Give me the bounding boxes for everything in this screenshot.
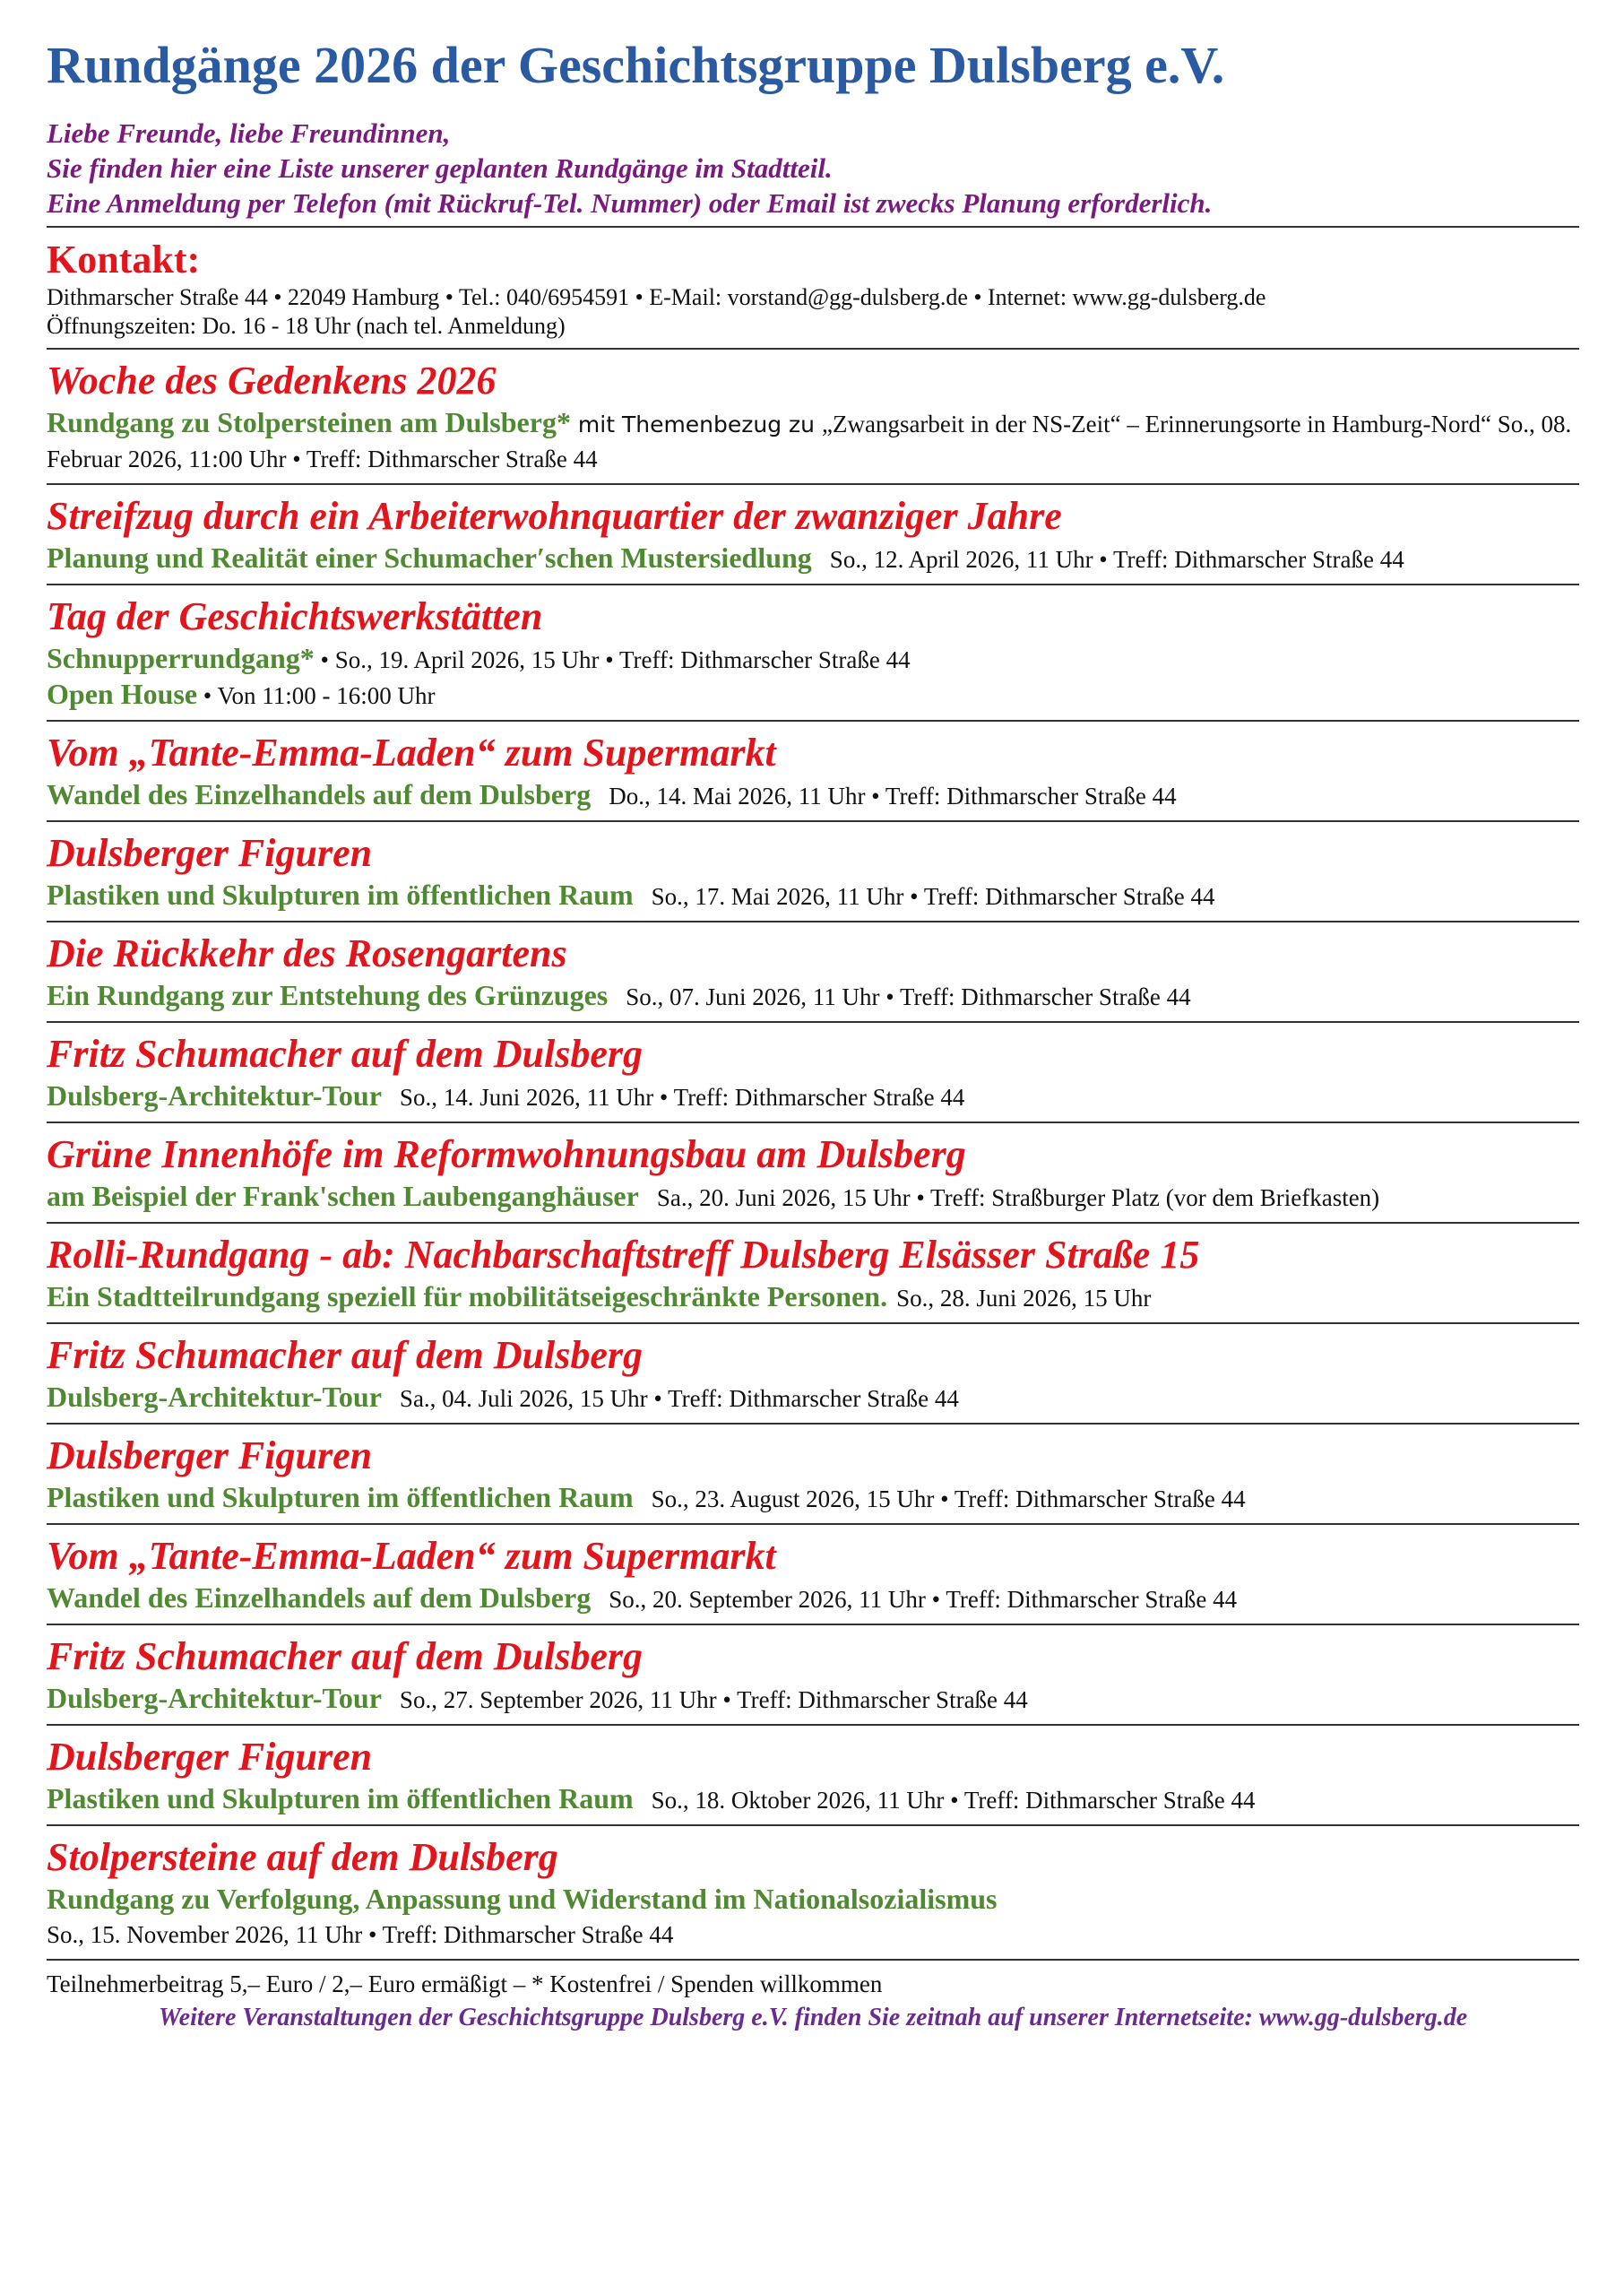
intro-greeting: Liebe Freunde, liebe Freundinnen, xyxy=(47,117,451,149)
tour-subtitle: Dulsberg-Architektur-Tour xyxy=(47,1380,382,1413)
tour-item xyxy=(47,1525,1579,1624)
tour-details: So., 28. Juni 2026, 15 Uhr xyxy=(896,1284,1152,1312)
tour-details: So., 17. Mai 2026, 11 Uhr • Treff: Dithmarscher Straße 44 xyxy=(651,882,1215,910)
tour-title: Vom „Tante-Emma-Laden“ zum Supermarkt xyxy=(47,1533,776,1578)
tour-item xyxy=(47,822,1579,921)
contact-heading: Kontakt: xyxy=(47,237,201,281)
tour-info xyxy=(47,777,1579,813)
tour-item xyxy=(47,585,1579,720)
tour-item xyxy=(47,1224,1579,1322)
tour-info xyxy=(47,1179,1579,1215)
tour-item xyxy=(47,1023,1579,1122)
tour-item xyxy=(47,722,1579,820)
tour-item xyxy=(47,1726,1579,1824)
contact-address: Dithmarscher Straße 44 • 22049 Hamburg • Tel.: 040/6954591 • E-Mail: vorstand@gg-dulsberg.de • Internet: www.gg-dulsberg.de xyxy=(47,283,1266,310)
tour-details: So., 12. April 2026, 11 Uhr • Treff: Dithmarscher Straße 44 xyxy=(829,545,1404,573)
tour-item xyxy=(47,485,1579,584)
page xyxy=(47,36,1579,2036)
tour-subtitle: am Beispiel der Frank'schen Laubenganghäuser xyxy=(47,1179,639,1212)
tour-subtitle: Dulsberg-Architektur-Tour xyxy=(47,1078,382,1112)
tour-info xyxy=(47,1380,1579,1416)
tour-details: • So., 19. April 2026, 15 Uhr • Treff: Dithmarscher Straße 44 xyxy=(314,645,911,673)
tour-info xyxy=(47,1882,1579,1918)
tour-subtitle: Ein Rundgang zur Entstehung des Grünzuges xyxy=(47,978,609,1011)
tour-info xyxy=(47,978,1579,1014)
tour-item xyxy=(47,1123,1579,1222)
tour-details: So., 23. August 2026, 15 Uhr • Treff: Dithmarscher Straße 44 xyxy=(651,1485,1246,1512)
page-title: Rundgänge 2026 der Geschichtsgruppe Dulsberg e.V. xyxy=(47,36,1225,94)
tour-title: Dulsberger Figuren xyxy=(47,1734,373,1779)
tour-subtitle: Wandel des Einzelhandels auf dem Dulsberg xyxy=(47,777,592,810)
website-note: Weitere Veranstaltungen der Geschichtsgruppe Dulsberg e.V. finden Sie zeitnah auf unserer Internetseite: www.gg-dulsberg.de xyxy=(158,2003,1468,2031)
tour-info xyxy=(47,1078,1579,1114)
tour-title: Fritz Schumacher auf dem Dulsberg xyxy=(47,1332,643,1377)
contact-section xyxy=(47,237,1579,348)
tour-subtitle: Wandel des Einzelhandels auf dem Dulsberg xyxy=(47,1581,592,1614)
tour-details: So., 14. Juni 2026, 11 Uhr • Treff: Dithmarscher Straße 44 xyxy=(399,1083,965,1111)
tour-title: Dulsberger Figuren xyxy=(47,1433,373,1477)
tour-info xyxy=(47,1581,1579,1616)
tour-title: Dulsberger Figuren xyxy=(47,830,373,875)
tour-title: Woche des Gedenkens 2026 xyxy=(47,358,497,403)
divider xyxy=(47,1959,1579,1961)
tour-title: Grüne Innenhöfe im Reformwohnungsbau am Dulsberg xyxy=(47,1131,966,1176)
tour-item xyxy=(47,1826,1579,1959)
tour-info xyxy=(47,541,1579,576)
tour-info xyxy=(47,1681,1579,1717)
tour-subtitle: Ein Stadtteilrundgang speziell für mobilitätseigeschränkte Personen. xyxy=(47,1279,888,1312)
tour-item xyxy=(47,350,1579,483)
contact-opening-hours: Öffnungszeiten: Do. 16 - 18 Uhr (nach tel. Anmeldung) xyxy=(47,312,566,339)
tour-title: Fritz Schumacher auf dem Dulsberg xyxy=(47,1633,643,1678)
tour-theme-label: mit Themenbezug zu xyxy=(570,411,822,437)
tour-subtitle: Schnupperrundgang* xyxy=(47,641,315,674)
tour-details: So., 18. Oktober 2026, 11 Uhr • Treff: Dithmarscher Straße 44 xyxy=(651,1786,1256,1814)
tour-info xyxy=(47,641,1579,677)
tour-subtitle: Plastiken und Skulpturen im öffentlichen Raum xyxy=(47,1781,634,1814)
tour-details: Sa., 20. Juni 2026, 15 Uhr • Treff: Straßburger Platz (vor dem Briefkasten) xyxy=(656,1183,1380,1211)
tour-title: Vom „Tante-Emma-Laden“ zum Supermarkt xyxy=(47,730,776,775)
tour-details: So., 15. November 2026, 11 Uhr • Treff: Dithmarscher Straße 44 xyxy=(47,1920,674,1948)
tour-info xyxy=(47,1781,1579,1817)
tour-info-open-house xyxy=(47,677,1579,713)
tour-subtitle: Plastiken und Skulpturen im öffentlichen Raum xyxy=(47,1480,634,1513)
tour-info xyxy=(47,405,1579,476)
tour-details-open-house: • Von 11:00 - 16:00 Uhr xyxy=(197,681,436,709)
tour-item xyxy=(47,1625,1579,1724)
tour-details: Sa., 04. Juli 2026, 15 Uhr • Treff: Dithmarscher Straße 44 xyxy=(399,1384,959,1412)
tour-info xyxy=(47,1279,1579,1315)
tour-subtitle: Dulsberg-Architektur-Tour xyxy=(47,1681,382,1714)
tour-subtitle: Rundgang zu Verfolgung, Anpassung und Widerstand im Nationalsozialismus xyxy=(47,1882,998,1915)
tour-subtitle: Plastiken und Skulpturen im öffentlichen Raum xyxy=(47,878,634,911)
tour-info xyxy=(47,878,1579,914)
intro xyxy=(47,116,1579,221)
tour-details: So., 07. Juni 2026, 11 Uhr • Treff: Dithmarscher Straße 44 xyxy=(626,983,1191,1010)
tour-title: Stolpersteine auf dem Dulsberg xyxy=(47,1834,558,1879)
tour-item xyxy=(47,1425,1579,1523)
intro-registration-note: Eine Anmeldung per Telefon (mit Rückruf-Tel. Nummer) oder Email ist zwecks Planung erforderlich. xyxy=(47,186,1213,219)
tour-title: Rolli-Rundgang - ab: Nachbarschaftstreff Dulsberg Elsässer Straße 15 xyxy=(47,1232,1200,1277)
divider xyxy=(47,226,1579,228)
tour-title: Streifzug durch ein Arbeiterwohnquartier der zwanziger Jahre xyxy=(47,493,1062,538)
tour-title: Tag der Geschichtswerkstätten xyxy=(47,593,543,638)
tour-details: Do., 14. Mai 2026, 11 Uhr • Treff: Dithmarscher Straße 44 xyxy=(609,782,1177,810)
tour-title: Fritz Schumacher auf dem Dulsberg xyxy=(47,1031,643,1076)
tour-details: „Zwangsarbeit in der NS-Zeit“ – Erinnerungsorte in Hamburg-Nord“ So., 08. Februar 2026, 11:00 Uhr • Treff: Dithmarscher Straße 44 xyxy=(47,410,1572,472)
tour-details: So., 20. September 2026, 11 Uhr • Treff: Dithmarscher Straße 44 xyxy=(609,1585,1238,1613)
intro-text: Sie finden hier eine Liste unserer geplanten Rundgänge im Stadtteil. xyxy=(47,152,833,184)
tour-subtitle: Planung und Realität einer Schumacher′schen Mustersiedlung xyxy=(47,541,812,574)
fees-note: Teilnehmerbeitrag 5,– Euro / 2,– Euro ermäßigt – * Kostenfrei / Spenden willkommen xyxy=(47,1970,883,1997)
tour-subtitle: Rundgang zu Stolpersteinen am Dulsberg* xyxy=(47,405,571,438)
tour-title: Die Rückkehr des Rosengartens xyxy=(47,931,567,975)
tour-info-date xyxy=(47,1918,1579,1952)
tour-details: So., 27. September 2026, 11 Uhr • Treff: Dithmarscher Straße 44 xyxy=(399,1685,1028,1713)
tour-subtitle-open-house: Open House xyxy=(47,677,198,710)
tour-item xyxy=(47,1324,1579,1423)
tour-info xyxy=(47,1480,1579,1516)
tour-item xyxy=(47,922,1579,1021)
